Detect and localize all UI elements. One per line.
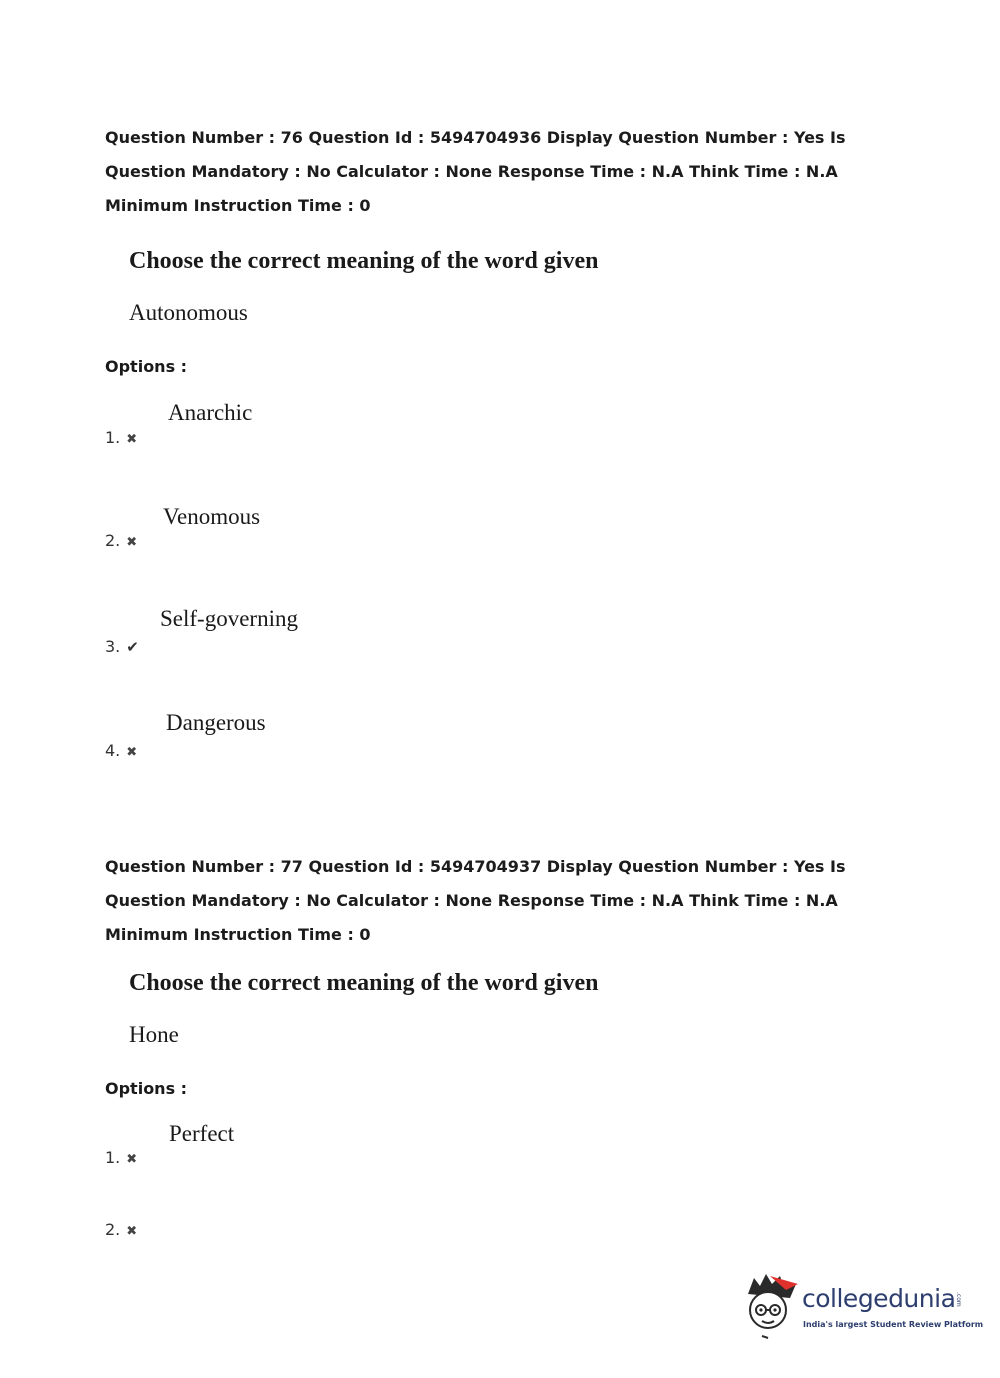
option-number: [105, 637, 139, 656]
logo-wordmark: collegedunia: [802, 1284, 956, 1313]
incorrect-icon: ✖: [126, 745, 138, 760]
incorrect-icon: ✖: [126, 1152, 138, 1167]
option-index: 2.: [105, 1220, 121, 1239]
incorrect-icon: ✖: [126, 1224, 138, 1239]
correct-check-icon: ✔: [126, 638, 139, 656]
question-word: Autonomous: [129, 300, 248, 325]
question-word: Hone: [129, 1022, 179, 1047]
option-index: 3.: [105, 637, 121, 656]
option-index: 1.: [105, 1148, 121, 1167]
option-index: 2.: [105, 531, 121, 550]
incorrect-icon: ✖: [126, 535, 138, 550]
option-number: [105, 741, 137, 760]
logo-suffix: .com: [955, 1292, 962, 1307]
options-label: Options :: [105, 1079, 188, 1098]
option-index: 1.: [105, 428, 121, 447]
question-prompt: Choose the correct meaning of the word given: [129, 970, 599, 996]
collegedunia-logo: [742, 1272, 984, 1342]
option-number: [105, 531, 137, 550]
options-label: Options :: [105, 357, 188, 376]
option-text: Dangerous: [166, 710, 266, 735]
option-number: [105, 1220, 137, 1239]
logo-tagline: India's largest Student Review Platform: [803, 1320, 984, 1329]
option-text: Anarchic: [168, 400, 253, 425]
option-number: [105, 1148, 137, 1167]
option-number: [105, 428, 137, 447]
option-index: 4.: [105, 741, 121, 760]
option-text: Venomous: [163, 504, 261, 529]
option-text: Perfect: [169, 1121, 235, 1146]
question-meta: Question Number : 76 Question Id : 5494704936 Display Question Number : Yes Is Question Mandatory : No Calculator : None Response Time : N.A Think Time : N.A Minimum Instruction Time : 0: [105, 128, 846, 215]
incorrect-icon: ✖: [126, 432, 138, 447]
question-meta: Question Number : 77 Question Id : 5494704937 Display Question Number : Yes Is Question Mandatory : No Calculator : None Response Time : N.A Think Time : N.A Minimum Instruction Time : 0: [105, 857, 846, 944]
mascot-icon: [742, 1272, 802, 1342]
option-text: Self-governing: [160, 606, 298, 631]
question-prompt: Choose the correct meaning of the word given: [129, 248, 599, 274]
